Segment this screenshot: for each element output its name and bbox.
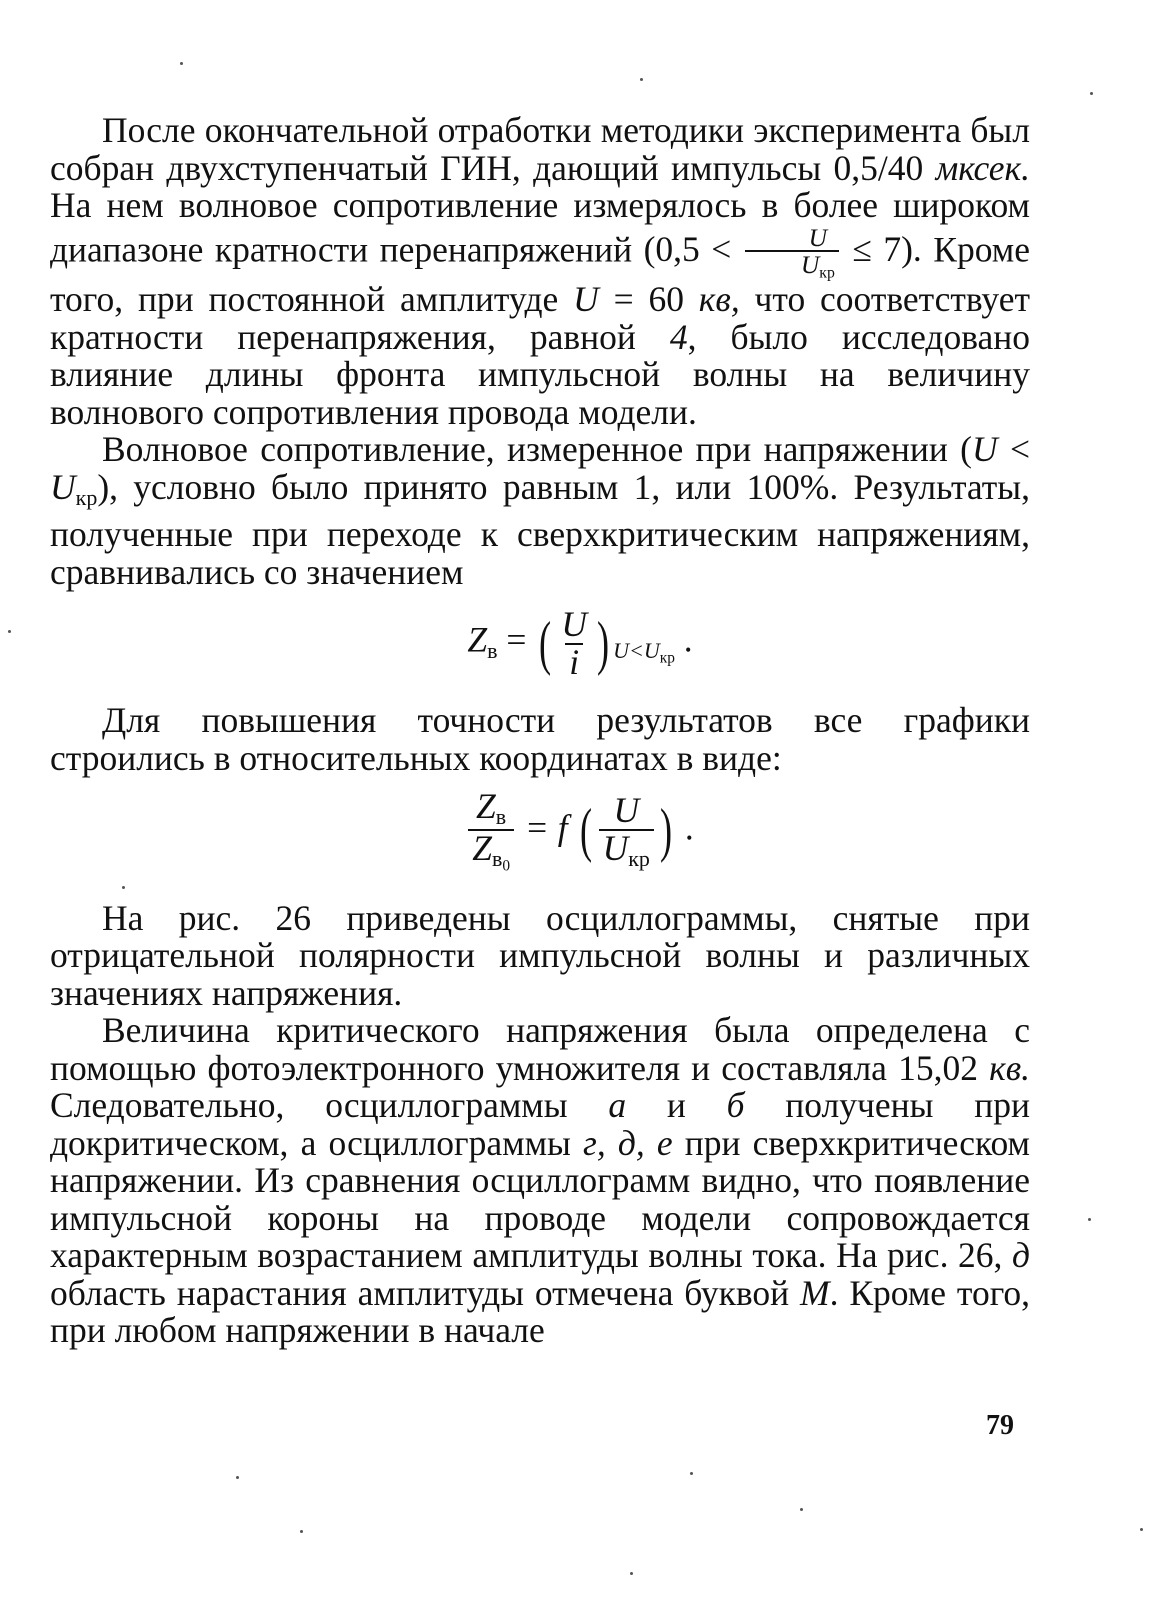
paragraph-4: На рис. 26 приведены осциллограммы, снятые при отрицательной полярности импульсной волны и различных значениях напряжения. <box>50 897 1030 1013</box>
condition-text: U<U <box>613 638 660 664</box>
equals: = <box>497 620 536 661</box>
scan-speck <box>1140 1528 1143 1531</box>
scan-speck <box>122 886 125 889</box>
page-body <box>50 112 1030 1350</box>
text: Кроме того, при постоянной амплитуде <box>50 229 1031 320</box>
numerator: U <box>808 222 828 252</box>
formula-relative-coordinates <box>130 786 1030 875</box>
right-paren: ) <box>597 609 610 677</box>
page-number: 79 <box>986 1410 1014 1441</box>
scan-speck <box>800 1508 803 1511</box>
left-paren: ( <box>539 609 552 677</box>
letters: г, д, е <box>583 1122 673 1163</box>
z-subscript: в <box>487 638 498 664</box>
letter: д <box>1012 1235 1030 1276</box>
num-sub: в <box>495 804 507 830</box>
unit: кв. <box>989 1047 1030 1088</box>
text: область нарастания амплитуды отмечена буквой <box>50 1272 801 1313</box>
text: На нем волновое сопротивление измерялось в более широком диапазоне кратности перенапряжений <box>50 185 1030 270</box>
text: = 60 <box>598 279 699 320</box>
den-sub: кр <box>819 264 835 282</box>
scan-speck <box>630 1572 633 1575</box>
subscript: кр <box>75 484 98 510</box>
denominator <box>468 829 514 874</box>
scan-speck <box>1088 1218 1091 1221</box>
denominator <box>599 829 654 870</box>
variable: U <box>971 429 998 470</box>
equals-f: = f <box>516 807 577 848</box>
den-var: U <box>800 250 820 280</box>
scan-speck <box>1090 92 1093 95</box>
left-paren: ( <box>580 797 593 865</box>
fraction-z-ratio <box>468 786 514 875</box>
text: После окончательной отработки методики эксперимента был собран двухступенчатый ГИН, дающий импульсы 0,5/40 <box>50 110 1030 188</box>
text: Следовательно, осциллограммы <box>50 1085 609 1126</box>
text: ), условно было принято равным 1, или 100%. Результаты, полученные при переходе к сверхкритическим напряжениям, сравнивались со значением <box>50 466 1030 592</box>
period: . <box>676 807 694 848</box>
ineq-left: (0,5 < <box>643 229 732 270</box>
text: при сверхкритическом напряжении. Из сравнения осциллограмм видно, что появление импульсной короны на проводе модели сопровождается характерным возрастанием амплитуды волны тока. На рис. 26, <box>50 1122 1030 1276</box>
den-subsub: 0 <box>502 857 511 875</box>
den-sub: кр <box>628 845 650 871</box>
fraction-u-over-i <box>557 604 591 682</box>
z-symbol: Z <box>467 620 488 661</box>
ineq-right: ≤ 7). <box>852 229 922 270</box>
scan-speck <box>300 1530 303 1533</box>
fraction <box>745 222 839 282</box>
variable: U <box>50 466 76 507</box>
scan-speck <box>236 1476 239 1479</box>
scan-speck <box>690 1472 693 1475</box>
den-var: U <box>602 827 629 868</box>
number: 4 <box>669 316 688 357</box>
den-sub-text: в <box>491 845 503 871</box>
paragraph-2 <box>50 431 1030 591</box>
scan-speck <box>180 62 183 65</box>
num-var: Z <box>476 786 496 827</box>
paragraph-3: Для повышения точности результатов все графики строились в относительных координатах в виде: <box>50 700 1030 778</box>
numerator: U <box>613 790 640 831</box>
fraction-u-ratio <box>599 790 654 871</box>
text: Волновое сопротивление, измеренное при напряжении ( <box>102 429 972 470</box>
paragraph-5 <box>50 1012 1030 1350</box>
text: получены при докритическом, а осциллограммы <box>50 1085 1030 1163</box>
text: . Кроме того, при любом напряжении в начале <box>50 1272 1030 1351</box>
letter: М <box>800 1272 830 1313</box>
period: . <box>674 620 693 661</box>
paragraph-1 <box>50 112 1030 431</box>
condition <box>613 638 675 667</box>
condition-sub: кр <box>659 649 675 667</box>
unit: мксек. <box>935 147 1030 188</box>
text: , было исследовано влияние длины фронта импульсной волны на величину волнового сопротивления провода модели. <box>50 316 1031 432</box>
denominator <box>745 250 839 281</box>
text: что соответствует кратности перенапряжения, равной <box>50 279 1030 357</box>
text: Величина критического напряжения была определена с помощью фотоэлектронного умножителя и составляла 15,02 <box>50 1010 1030 1088</box>
scan-speck <box>640 78 643 81</box>
variable: U <box>573 279 599 320</box>
denominator: i <box>565 643 583 681</box>
scan-speck <box>8 630 11 633</box>
letter: а <box>608 1085 627 1126</box>
numerator: U <box>561 604 587 645</box>
inequality <box>643 222 922 282</box>
numerator <box>472 786 510 830</box>
den-var: Z <box>472 827 492 868</box>
less-than: < <box>997 429 1030 470</box>
formula-wave-impedance <box>130 604 1030 682</box>
den-sub <box>491 845 511 875</box>
letter: б <box>726 1085 745 1126</box>
right-paren: ) <box>659 797 673 865</box>
text: и <box>626 1085 727 1126</box>
unit: кв, <box>698 279 740 320</box>
